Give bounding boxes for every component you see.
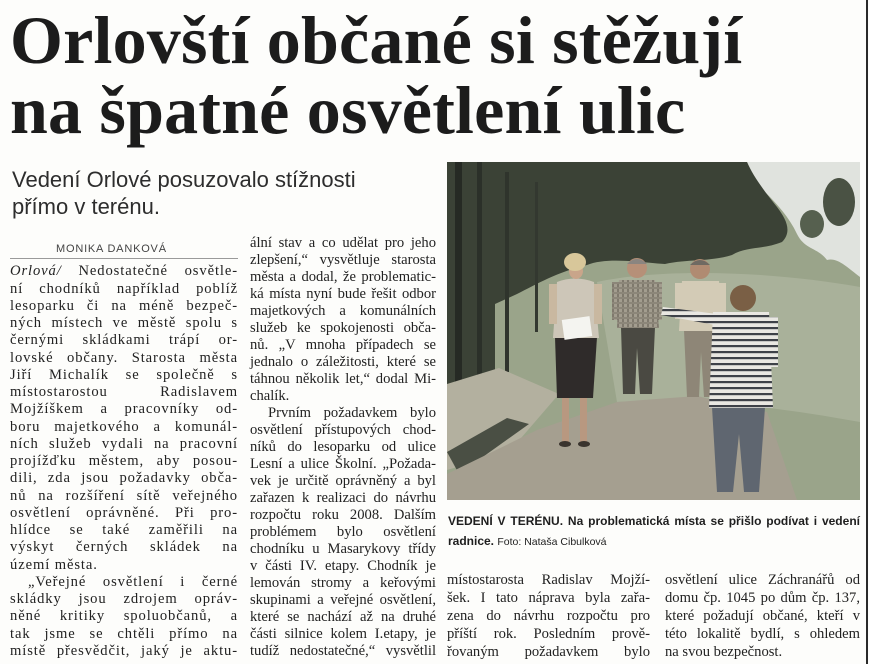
text-line: lemován stromy a keřovými [250,574,436,591]
text-line: lovské občany. Starosta města [10,349,238,366]
text-line: ných místech ve městě spolu s [10,315,238,332]
text-line: jednalo o záležitosti, které se [250,353,436,370]
text-line: místostarostou Radislavem [10,384,238,401]
text-line: černými skládkami trápí or- [10,332,238,349]
page-edge [866,0,868,664]
text-line: lesoparku či na méně bezpeč- [10,297,238,314]
text-line: služeb ke spokojenosti obča- [250,319,436,336]
text-line: příští rok. Posledním prově- [447,626,650,642]
caption-text: Na problematická místa se přišlo podívat i vedení radnice. [448,514,860,548]
text-line: výskyt černých skládek na [10,539,238,556]
text-line: zlepšení,“ vysvětluje starosta [250,251,436,268]
headline-line-1: Orlovští občané si stěžují [10,2,743,78]
text-line: osvětlení oprávněné. Při pro- [10,504,238,521]
photo-foliage [800,210,824,238]
text-line: ká místa nyní bude řešit odbor [250,285,436,302]
text-line: řovaným požadavkem bylo [447,644,650,660]
text-line: projížďku městem, aby posou- [10,453,238,470]
article-column-2 [250,235,436,660]
text-line: které požadují občané, kteří v [665,608,860,624]
byline: MONIKA DANKOVÁ [56,243,167,255]
subheadline-line-1: Vedení Orlové posuzovalo stížnosti [12,167,356,192]
text-line: zařazen k realizaci do návrhu [250,489,436,506]
text-line: které se nachází až na druhé [250,608,436,625]
text-line: osvětlení přístupových chod- [250,421,436,438]
text-line: tudíž nedostatečné,“ vysvětlil [250,642,436,659]
text-line: ní chodníků například poblíž [10,280,238,297]
text-line: Jiří Michalík se společně s [10,366,238,383]
text-line: ální stav a co udělat pro jeho [250,234,436,251]
text-line: území města. [10,556,98,573]
photo-tree-trunk [477,162,482,407]
byline-divider [10,258,238,259]
text-line: hlídce se také zaměřili na [10,522,238,539]
text-line-content: Nedostatečné osvětle- [78,263,238,280]
text-line: ních služeb vydali na pracovní [10,435,238,452]
article-column-4 [665,571,860,661]
text-line: místě přesvědčit, jaký je aktu- [10,642,238,659]
caption-label: VEDENÍ V TERÉNU. [448,514,564,528]
text-line: nů na rozšíření sítě veřejného [10,487,238,504]
text-line: tak jsme se chtěli přímo na [10,625,238,642]
text-line: místostarosta Radislav Mojží- [447,572,650,588]
text-line: skládky jsou zdrojem opráv- [10,591,238,608]
text-line: problémem bylo osvětlení [250,523,436,540]
text-line: rozpočtu roku 2008. Dalším [250,506,436,523]
text-line: Mojžíškem a pracovníky od- [10,401,238,418]
photo-caption [448,511,860,552]
article-column-3 [447,571,650,661]
text-line: v části IV. etapy. Chodník je [250,557,436,574]
text-line: části silnice kolem I.etapy, je [250,625,436,642]
text-line: této lokalitě bydlí, s ohledem [665,626,860,642]
subheadline-line-2: přímo v terénu. [12,194,160,219]
text-line: boru majetkového a komunál- [10,418,238,435]
text-line: skupinami a veřejné osvětlení, [250,591,436,608]
text-line: nů. „V mnoha případech se [250,336,436,353]
headline-line-2: na špatné osvětlení ulic [10,72,686,148]
text-line: Lesní a ulice Školní. „Požada- [250,455,436,472]
text-line: osvětlení ulice Záchranářů od [665,572,860,588]
text-line: zena do návrhu rozpočtu pro [447,608,650,624]
text-line [10,263,238,280]
article-photo [447,162,860,500]
text-line: níků do lesoparku od ulice [250,438,436,455]
dateline: Orlová/ [10,263,62,280]
text-line: Prvním požadavkem bylo [268,404,436,421]
text-line: šek. I tato náprava byla zařa- [447,590,650,606]
text-line: vek je určitě oprávněný a byl [250,472,436,489]
text-line: dili, zda jsou požadavky obča- [10,470,238,487]
text-line: města a dodal, že problematic- [250,268,436,285]
photo-tree-right [823,178,855,226]
photo-tree-trunk [535,182,538,332]
article-column-1 [10,263,238,660]
text-line: něné kritiky spoluobčanů, a [10,608,238,625]
text-line: chalík. [250,387,290,404]
photo-tree-trunk [505,172,509,372]
text-line: domu čp. 1045 po dům čp. 137, [665,590,860,606]
text-line: majetkových a komunálních [250,302,436,319]
text-line: chodníku u Masarykovy třídy [250,540,436,557]
photo-scene [447,162,860,500]
text-line: „Veřejné osvětlení i černé [28,573,238,590]
text-line: táhnou několik let,“ dodal Mi- [250,370,436,387]
text-line: na svou bezpečnost. [665,644,783,660]
photo-credit: Foto: Nataša Cibulková [497,536,607,548]
